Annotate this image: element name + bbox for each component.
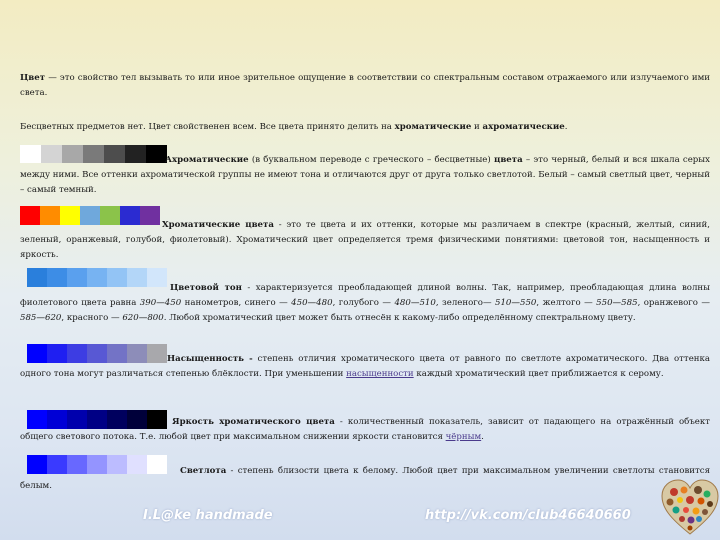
achromatic-paragraph: Ахроматические (в буквальном переводе с греческого – бесцветные) цвета – это черный, белый и вся шкала серых между ними. Все оттенки ахроматической группы не имеют тона и отличаются друг от друга только светлотой. Белый – самый светлый цвет, черный – самый темный.: [20, 155, 710, 195]
definition-paragraph: Цвет — это свойство тел вызывать то или иное зрительное ощущение в соответствии со спектральным составом отражаемого или излучаемого ими света.: [20, 73, 710, 98]
term-saturation: Насыщенность -: [167, 354, 253, 364]
lightness-paragraph: Светлота - степень близости цвета к белому. Любой цвет при максимальном увеличении светлоты становится белым.: [20, 466, 710, 491]
term-brightness: Яркость хроматического цвета: [172, 417, 335, 427]
saturation-paragraph: Насыщенность - степень отличия хроматического цвета от равного по светлоте ахроматического. Два оттенка одного тона могут различаться степенью блёклости. При уменьшении насыщенности каждый хроматический цвет приближается к серому.: [20, 354, 710, 379]
heart-decoration-icon: [660, 478, 720, 536]
black-link[interactable]: чёрным: [445, 432, 482, 442]
saturation-link[interactable]: насыщенности: [346, 369, 414, 379]
term-chromatic: Хроматические цвета: [162, 220, 274, 230]
brightness-paragraph: Яркость хроматического цвета - количественный показатель, зависит от падающего на отражённый объект общего светового потока. Т.е. любой цвет при максимальном снижении яркости становится чёрным.: [20, 417, 711, 442]
footer-url: http://vk.com/club46640660: [425, 508, 631, 523]
footer-brand: I.L@ke handmade: [143, 508, 273, 523]
chromatic-paragraph: Хроматические цвета - это те цвета и их оттенки, которые мы различаем в спектре (красный, желтый, синий, зеленый, оранжевый, голубой, фиолетовый). Хроматический цвет определяется тремя физическими понятиями: цветовой тон, насыщенность и яркость.: [20, 220, 710, 260]
classification-paragraph: Бесцветных предметов нет. Цвет свойственен всем. Все цвета принято делить на хроматические и ахроматические.: [20, 122, 568, 132]
term-lightness: Светлота: [180, 466, 227, 476]
term-achromatic: Ахроматические: [165, 155, 249, 165]
term-hue: Цветовой тон: [170, 283, 242, 293]
term-color: Цвет: [20, 73, 46, 83]
hue-paragraph: Цветовой тон - характеризуется преобладающей длиной волны. Так, например, преобладающая длина волны фиолетового цвета равна 390—450 нанометров, синего — 450—480, голубого — 480—510, зеленого— 510—550, желтого — 550—585, оранжевого — 585—620, красного — 620—800. Любой хроматический цвет может быть отнесён к какому-либо определённому спектральному цвету.: [20, 283, 710, 323]
